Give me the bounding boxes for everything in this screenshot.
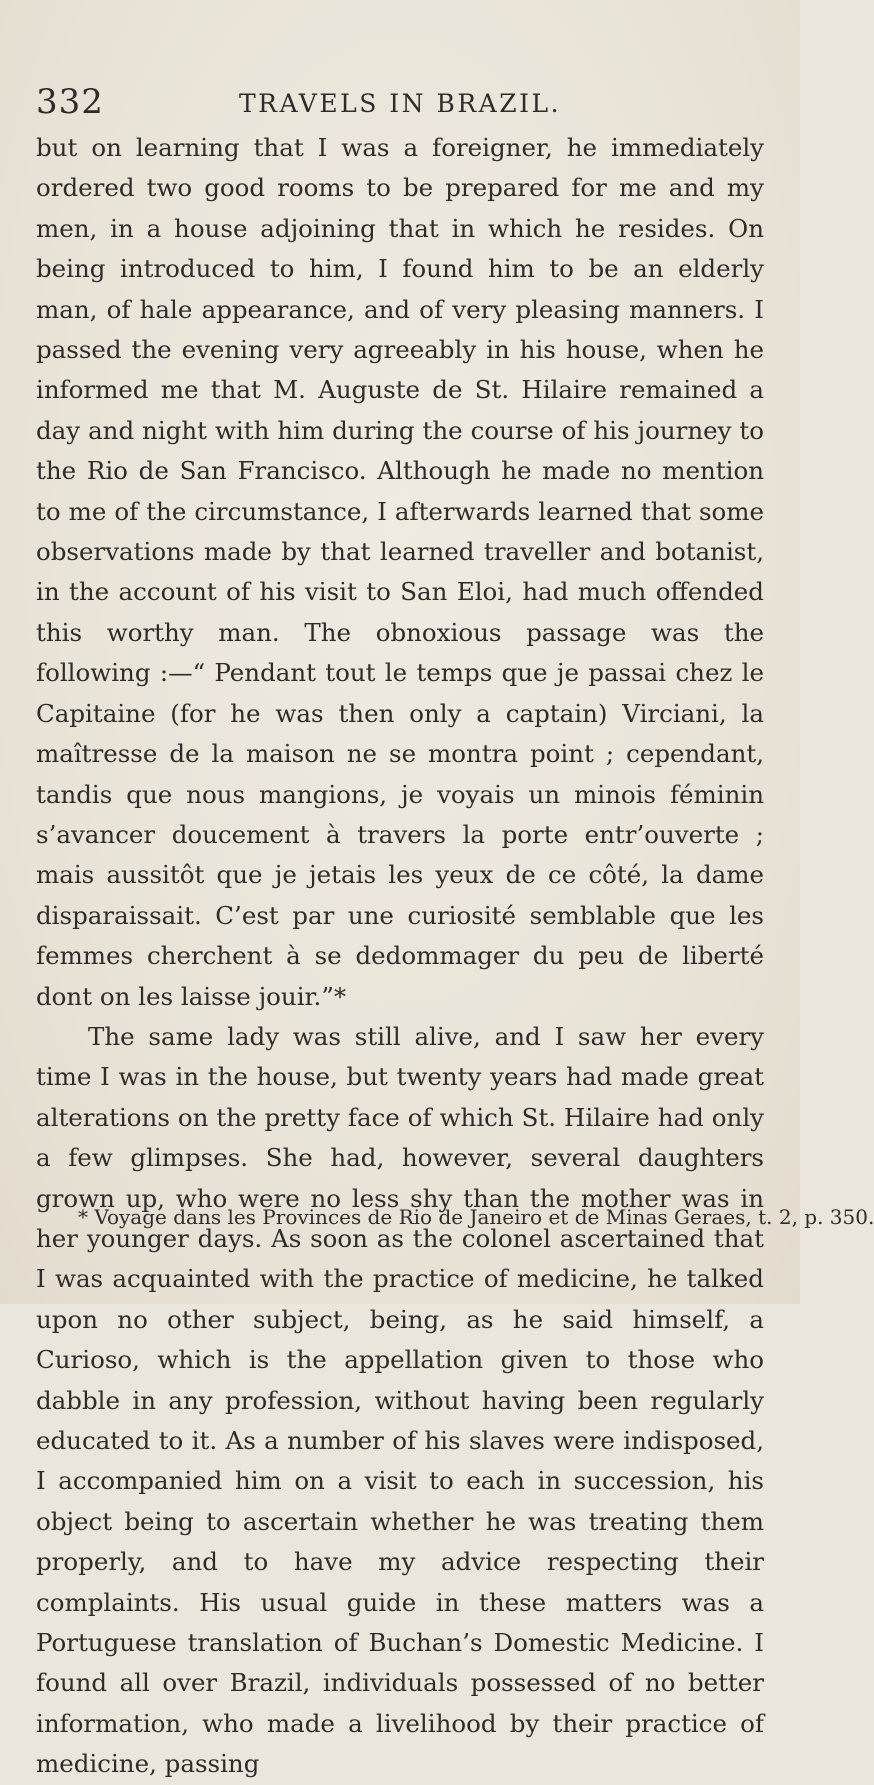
running-title: TRAVELS IN BRAZIL.: [238, 89, 562, 118]
page-header: [36, 80, 764, 124]
page-number: 332: [36, 82, 104, 122]
body-text: [36, 128, 874, 1785]
paragraph-2: The same lady was still alive, and I saw her every time I was in the house, but twenty years had made great alterations on the pretty face of which St. Hilaire had only a few glimpses. She had, however, several daughters grown up, who were no less shy than the mother was in her younger days. As soon as the colonel ascertained that I was acquainted with the practice of medicine, he talked upon no other subject, being, as he said himself, a Curioso, which is the appellation given to those who dabble in any profession, without having been regularly educated to it. As a number of his slaves were indisposed, I accompanied him on a visit to each in succession, his object being to ascertain whether he was treating them properly, and to have my advice respecting their complaints. His usual guide in these matters was a Portuguese translation of Buchan’s Domestic Medicine. I found all over Brazil, individuals possessed of no better information, who made a livelihood by their practice of medicine, passing: [36, 1021, 764, 1779]
footnote: * Voyage dans les Provinces de Rio de Janeiro et de Minas Geraes, t. 2, p. 350.: [78, 1205, 874, 1229]
paragraph-1: but on learning that I was a foreigner, he immediately ordered two good rooms to be prepared for me and my men, in a house adjoining that in which he resides. On being introduced to him, I found him to be an elderly man, of hale appearance, and of very pleasing manners. I passed the evening very agreeably in his house, when he informed me that M. Auguste de St. Hilaire remained a day and night with him during the course of his journey to the Rio de San Francisco. Although he made no mention to me of the circumstance, I afterwards learned that some observations made by that learned traveller and botanist, in the account of his visit to San Eloi, had much offended this worthy man. The obnoxious passage was the following :—“ Pendant tout le temps que je passai chez le Capitaine (for he was then only a captain) Virciani, la maîtresse de la maison ne se montra point ; cependant, tandis que nous mangions, je voyais un minois féminin s’avancer doucement à travers la porte entr’ouverte ; mais aussitôt que je jetais les yeux de ce côté, la dame disparaissait. C’est par une curiosité semblable que les femmes cherchent à se dedommager du peu de liberté dont on les laisse jouir.”*: [36, 133, 764, 1011]
